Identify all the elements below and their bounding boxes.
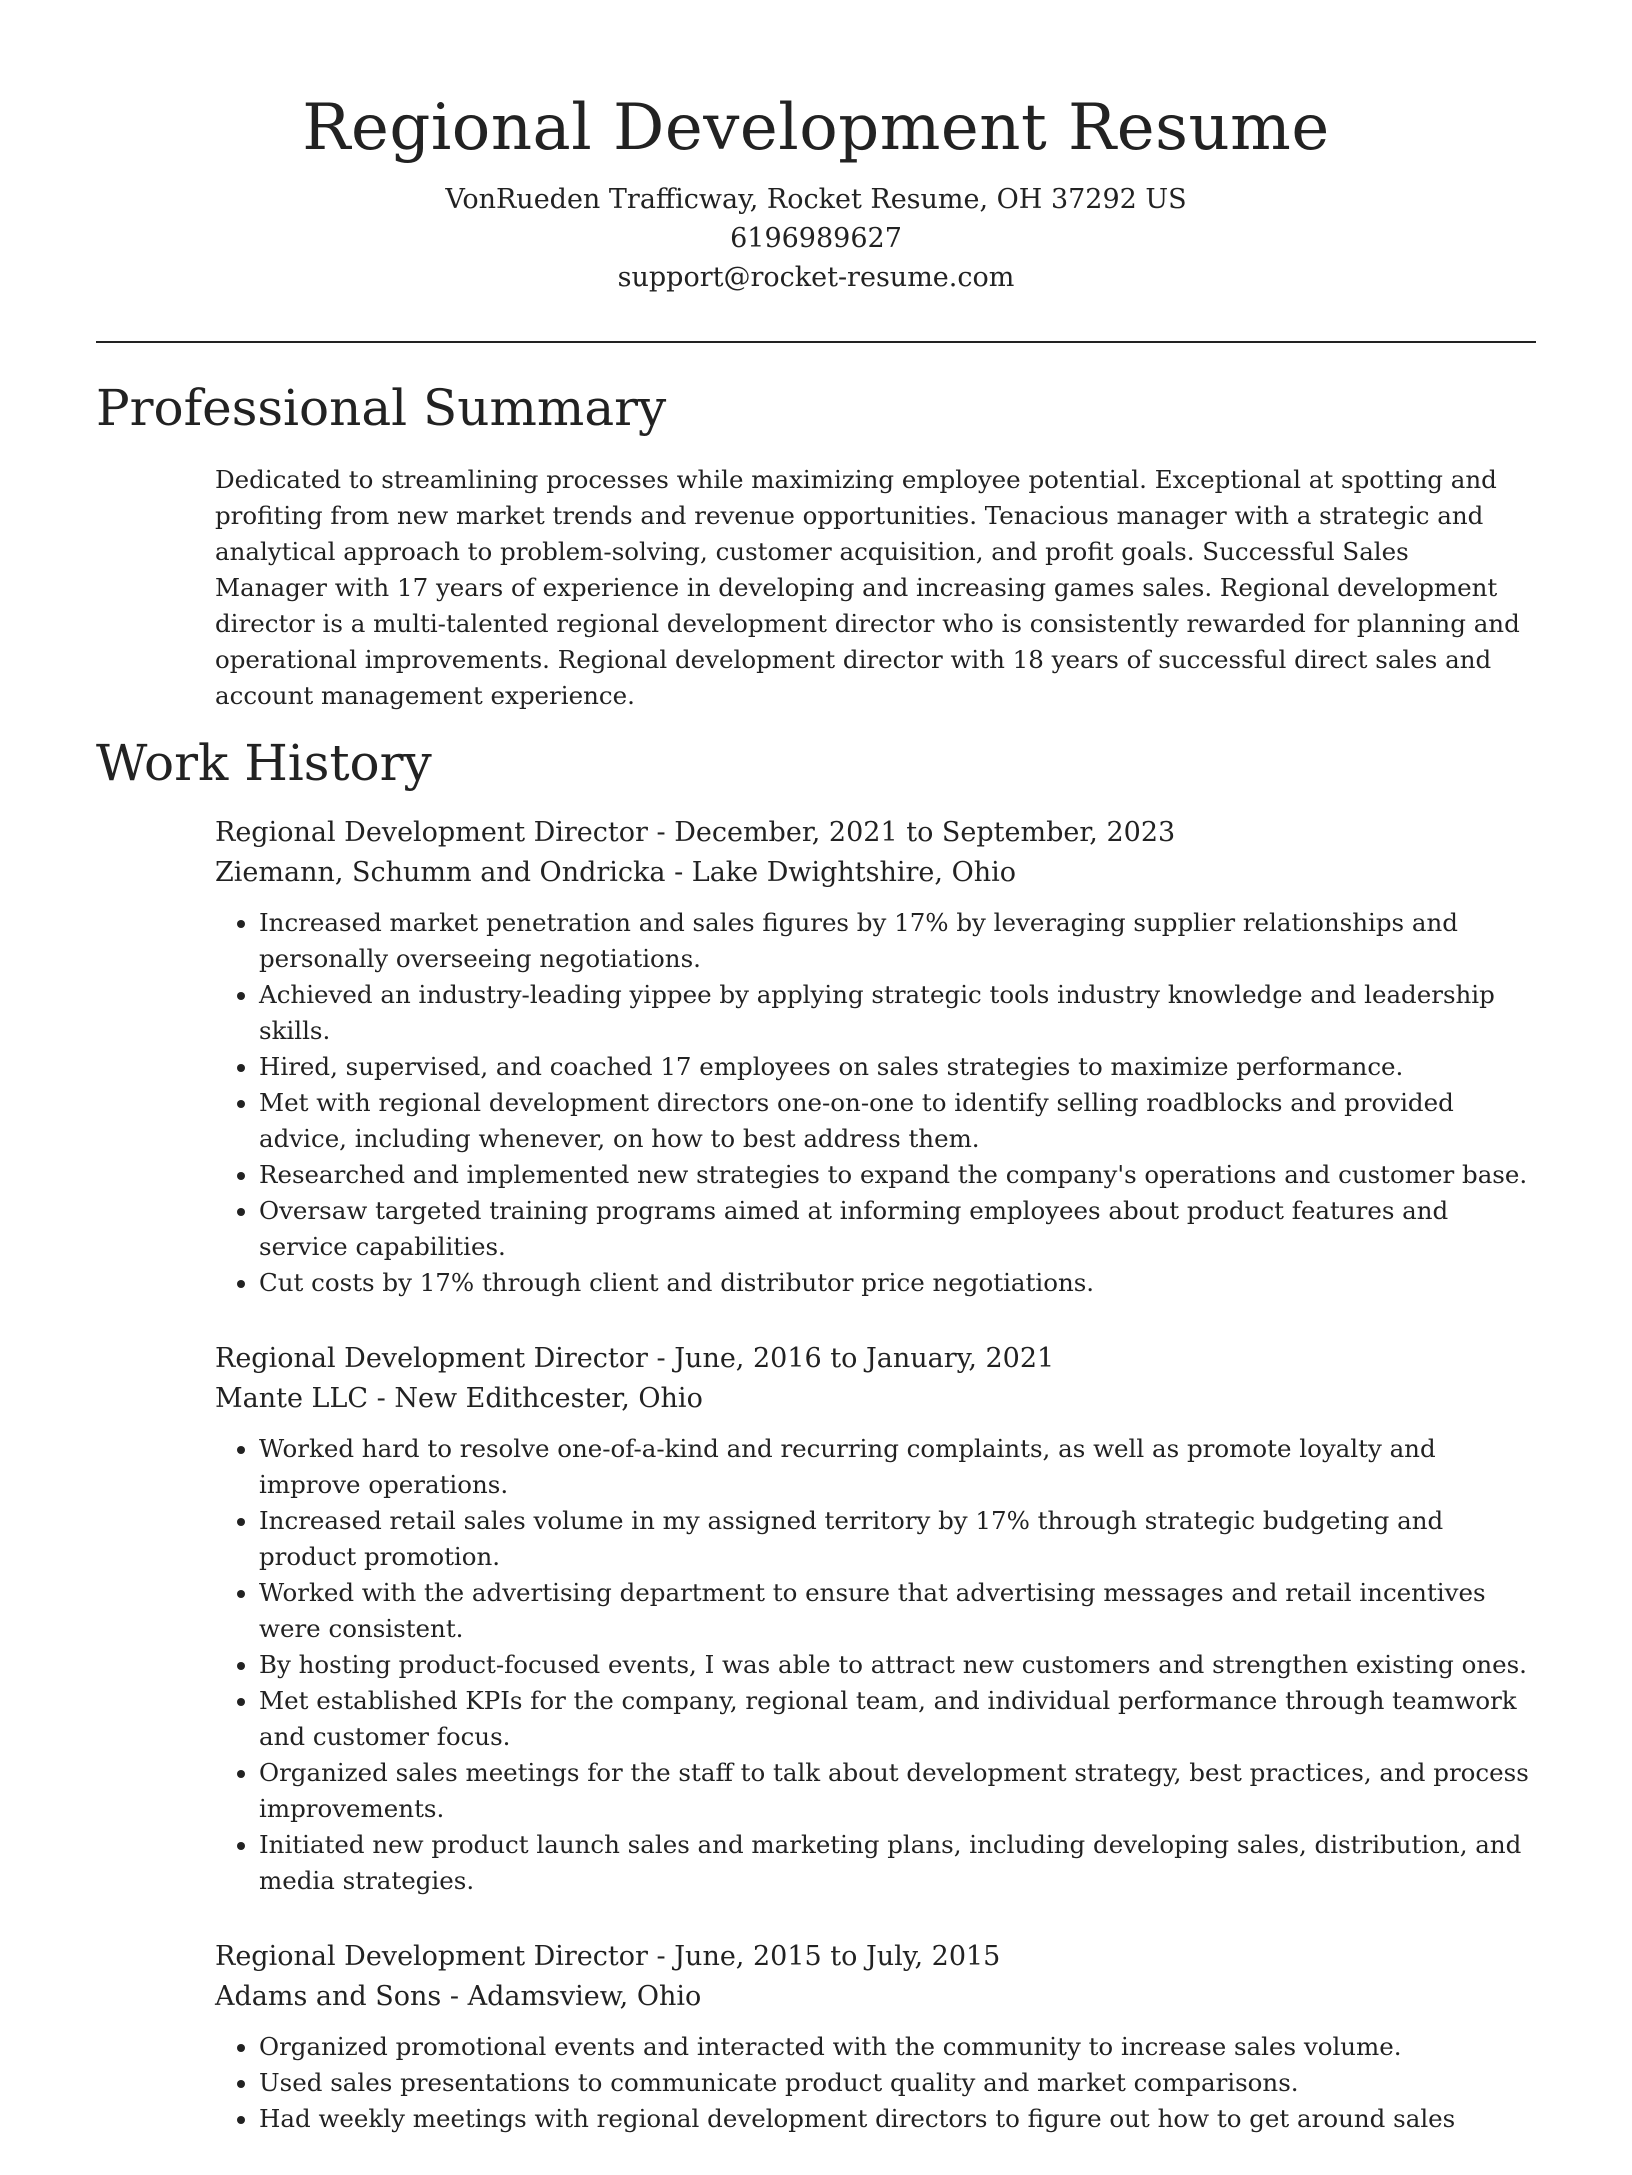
work-history-list	[215, 813, 1535, 2175]
job-entry	[215, 813, 1535, 1301]
phone: 6196989627	[730, 223, 902, 254]
job-bullet: • Cut costs by 17% through client and distributor price negotiations.	[259, 1265, 1535, 1301]
job-bullets	[215, 905, 1535, 1301]
job-role: Regional Development Director	[215, 817, 648, 848]
job-role: Regional Development Director	[215, 1343, 648, 1374]
contact-block	[0, 180, 1632, 297]
job-bullet: • Increased market penetration and sales figures by 17% by leveraging supplier relationships and personally overseeing negotiations.	[259, 905, 1535, 977]
job-bullet: • Worked hard to resolve one-of-a-kind and recurring complaints, as well as promote loyalty and improve operations.	[259, 1431, 1535, 1503]
job-company-line	[215, 1379, 1535, 1419]
job-bullet: • Met with regional development directors one-on-one to identify selling roadblocks and provided advice, including whenever, on how to best address them.	[259, 1085, 1535, 1157]
job-role-line	[215, 813, 1535, 853]
job-entry	[215, 1937, 1535, 2137]
job-bullet: • Oversaw targeted training programs aimed at informing employees about product features and service capabilities.	[259, 1193, 1535, 1265]
email: support@rocket-resume.com	[617, 262, 1015, 293]
job-location: - Adamsview, Ohio	[441, 1981, 702, 2012]
job-bullet: • By hosting product-focused events, I was able to attract new customers and strengthen existing ones.	[259, 1647, 1535, 1683]
job-dates: - June, 2015 to July, 2015	[647, 1941, 1001, 1972]
job-bullet: • Increased retail sales volume in my assigned territory by 17% through strategic budgeting and product promotion.	[259, 1503, 1535, 1575]
job-bullet: • Organized sales meetings for the staff to talk about development strategy, best practices, and process improvements.	[259, 1755, 1535, 1827]
job-bullet: • Had weekly meetings with regional development directors to figure out how to get around sales	[259, 2101, 1535, 2137]
job-bullet: • Met established KPIs for the company, regional team, and individual performance through teamwork and customer focus.	[259, 1683, 1535, 1755]
job-company: Mante LLC	[215, 1383, 369, 1414]
job-role: Regional Development Director	[215, 1941, 648, 1972]
job-location: - New Edithcester, Ohio	[368, 1383, 703, 1414]
job-dates: - December, 2021 to September, 2023	[647, 817, 1176, 848]
summary-text: Dedicated to streamlining processes while maximizing employee potential. Exceptional at spotting and profiting from new market trends and revenue opportunities. Tenacious manager with a strategic and analytical approach to problem-solving, customer acquisition, and profit goals. Successful Sales Manager with 17 years of experience in developing and increasing games sales. Regional development director is a multi-talented regional development director who is consistently rewarded for planning and operational improvements. Regional development director with 18 years of successful direct sales and account management experience.	[215, 465, 1520, 710]
resume-header	[0, 0, 1632, 297]
resume-title: Regional Development Resume	[302, 91, 1330, 165]
job-role-line	[215, 1339, 1535, 1379]
job-entry	[215, 1339, 1535, 1899]
job-bullet: • Initiated new product launch sales and marketing plans, including developing sales, distribution, and media strategies.	[259, 1827, 1535, 1899]
job-company-line	[215, 853, 1535, 893]
job-bullet: • Organized promotional events and interacted with the community to increase sales volume.	[259, 2029, 1535, 2065]
job-location: - Lake Dwightshire, Ohio	[665, 857, 1016, 888]
job-company: Ziemann, Schumm and Ondricka	[215, 857, 666, 888]
summary-heading: Professional Summary	[96, 379, 667, 437]
job-company-line	[215, 1977, 1535, 2017]
job-bullet: • Researched and implemented new strategies to expand the company's operations and customer base.	[259, 1157, 1535, 1193]
job-company: Adams and Sons	[215, 1981, 442, 2012]
job-bullets	[215, 2029, 1535, 2137]
job-bullet: • Used sales presentations to communicate product quality and market comparisons.	[259, 2065, 1535, 2101]
job-bullet: • Hired, supervised, and coached 17 employees on sales strategies to maximize performance.	[259, 1049, 1535, 1085]
job-bullets	[215, 1431, 1535, 1899]
job-bullet: • Achieved an industry-leading yippee by applying strategic tools industry knowledge and leadership skills.	[259, 977, 1535, 1049]
header-divider	[96, 341, 1536, 343]
address: VonRueden Trafficway, Rocket Resume, OH 37292 US	[445, 184, 1187, 215]
job-role-line	[215, 1937, 1535, 1977]
job-bullet: • Worked with the advertising department to ensure that advertising messages and retail incentives were consistent.	[259, 1575, 1535, 1647]
job-dates: - June, 2016 to January, 2021	[647, 1343, 1055, 1374]
work-history-heading: Work History	[96, 734, 432, 792]
